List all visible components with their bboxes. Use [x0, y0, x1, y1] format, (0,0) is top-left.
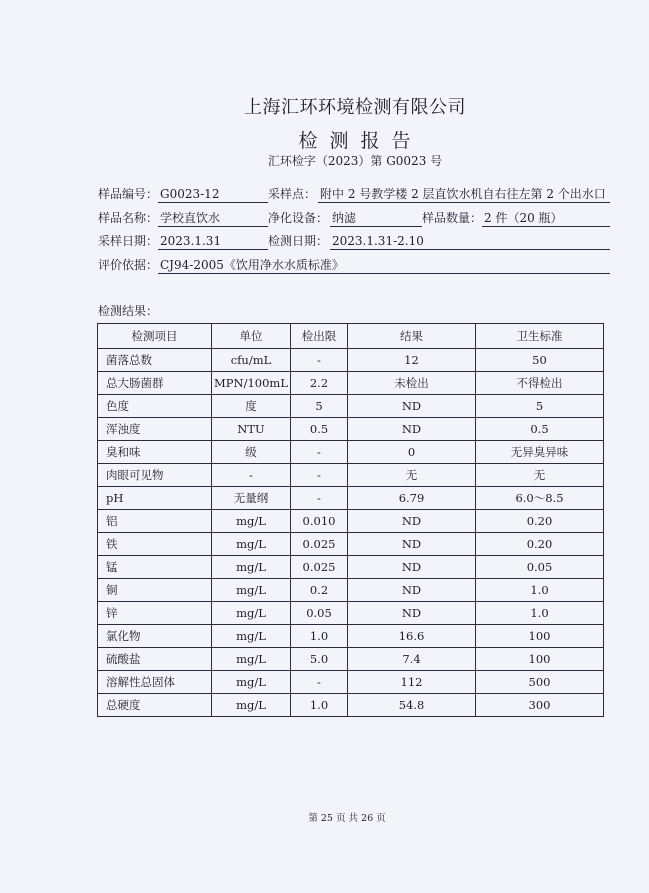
detection-limit-cell: -	[291, 441, 348, 464]
result-cell: 54.8	[348, 694, 476, 717]
unit-cell: mg/L	[212, 602, 291, 625]
item-cell: 臭和味	[98, 441, 212, 464]
unit-cell: mg/L	[212, 510, 291, 533]
results-label: 检测结果：	[98, 304, 159, 318]
item-cell: 锰	[98, 556, 212, 579]
standard-cell: 0.5	[476, 418, 604, 441]
unit-cell: mg/L	[212, 671, 291, 694]
detection-limit-cell: -	[291, 464, 348, 487]
standard-cell: 5	[476, 395, 604, 418]
table-row	[98, 694, 604, 717]
standard-cell: 0.20	[476, 533, 604, 556]
standard-cell: 0.05	[476, 556, 604, 579]
column-header-result: 结果	[348, 324, 476, 349]
standard-cell: 0.20	[476, 510, 604, 533]
sample-name-label: 样品名称：	[98, 211, 159, 225]
unit-cell: 级	[212, 441, 291, 464]
detection-limit-cell: 0.2	[291, 579, 348, 602]
unit-cell: 度	[212, 395, 291, 418]
unit-cell: NTU	[212, 418, 291, 441]
info-row-evaluation-basis	[98, 256, 610, 274]
result-cell: ND	[348, 602, 476, 625]
item-cell: 肉眼可见物	[98, 464, 212, 487]
info-row-dates	[98, 232, 610, 250]
sample-quantity-label: 样品数量：	[422, 211, 483, 225]
standard-cell: 500	[476, 671, 604, 694]
item-cell: pH	[98, 487, 212, 510]
unit-cell: MPN/100mL	[212, 372, 291, 395]
standard-cell: 无异臭异味	[476, 441, 604, 464]
table-row	[98, 418, 604, 441]
item-cell: 锌	[98, 602, 212, 625]
item-cell: 浑浊度	[98, 418, 212, 441]
item-cell: 铁	[98, 533, 212, 556]
sampling-date-value: 2023.1.31	[158, 233, 268, 250]
sampling-point-value: 附中 2 号教学楼 2 层直饮水机自右往左第 2 个出水口	[318, 186, 610, 203]
table-row	[98, 556, 604, 579]
item-cell: 溶解性总固体	[98, 671, 212, 694]
report-number: 汇环检字（2023）第 G0023 号	[267, 154, 443, 168]
sample-no-value: G0023-12	[158, 186, 268, 203]
detection-limit-cell: 5	[291, 395, 348, 418]
result-cell: ND	[348, 533, 476, 556]
detection-limit-cell: 2.2	[291, 372, 348, 395]
unit-cell: mg/L	[212, 579, 291, 602]
sampling-point-label: 采样点：	[268, 187, 317, 201]
table-row	[98, 464, 604, 487]
result-cell: 6.79	[348, 487, 476, 510]
standard-cell: 50	[476, 349, 604, 372]
unit-cell: 无量纲	[212, 487, 291, 510]
unit-cell: cfu/mL	[212, 349, 291, 372]
standard-cell: 100	[476, 648, 604, 671]
evaluation-basis-label: 评价依据：	[98, 258, 159, 272]
detection-limit-cell: 0.05	[291, 602, 348, 625]
standard-cell: 6.0～8.5	[476, 487, 604, 510]
table-row	[98, 487, 604, 510]
results-table-body	[98, 349, 604, 717]
unit-cell: mg/L	[212, 556, 291, 579]
purification-device-label: 净化设备：	[268, 211, 329, 225]
column-header-unit: 单位	[212, 324, 291, 349]
table-row	[98, 395, 604, 418]
table-row	[98, 441, 604, 464]
result-cell: 0	[348, 441, 476, 464]
page-number: 第 25 页 共 26 页	[308, 813, 386, 824]
result-cell: ND	[348, 418, 476, 441]
test-date-label: 检测日期：	[268, 234, 329, 248]
purification-device-value: 纳滤	[330, 210, 422, 227]
item-cell: 氯化物	[98, 625, 212, 648]
unit-cell: mg/L	[212, 625, 291, 648]
item-cell: 总硬度	[98, 694, 212, 717]
unit-cell: mg/L	[212, 648, 291, 671]
result-cell: 未检出	[348, 372, 476, 395]
result-cell: ND	[348, 556, 476, 579]
detection-limit-cell: -	[291, 349, 348, 372]
info-row-sample-name	[98, 209, 610, 227]
result-cell: 112	[348, 671, 476, 694]
item-cell: 菌落总数	[98, 349, 212, 372]
item-cell: 铝	[98, 510, 212, 533]
test-date-value: 2023.1.31-2.10	[330, 233, 610, 250]
item-cell: 色度	[98, 395, 212, 418]
result-cell: 无	[348, 464, 476, 487]
result-cell: ND	[348, 510, 476, 533]
sampling-date-label: 采样日期：	[98, 234, 159, 248]
report-title: 检 测 报 告	[298, 130, 414, 152]
column-header-item: 检测项目	[98, 324, 212, 349]
standard-cell: 300	[476, 694, 604, 717]
company-name: 上海汇环环境检测有限公司	[244, 97, 466, 118]
standard-cell: 不得检出	[476, 372, 604, 395]
result-cell: 16.6	[348, 625, 476, 648]
detection-limit-cell: 1.0	[291, 625, 348, 648]
result-cell: 12	[348, 349, 476, 372]
detection-limit-cell: 0.010	[291, 510, 348, 533]
table-row	[98, 349, 604, 372]
table-row	[98, 510, 604, 533]
detection-limit-cell: 0.025	[291, 556, 348, 579]
standard-cell: 1.0	[476, 602, 604, 625]
result-cell: ND	[348, 395, 476, 418]
table-row	[98, 372, 604, 395]
detection-limit-cell: 0.025	[291, 533, 348, 556]
unit-cell: -	[212, 464, 291, 487]
table-row	[98, 602, 604, 625]
column-header-detection-limit: 检出限	[291, 324, 348, 349]
table-row	[98, 579, 604, 602]
info-row-sample-no	[98, 185, 610, 203]
table-row	[98, 671, 604, 694]
detection-limit-cell: 0.5	[291, 418, 348, 441]
column-header-standard: 卫生标准	[476, 324, 604, 349]
sample-name-value: 学校直饮水	[158, 210, 268, 227]
sample-quantity-value: 2 件（20 瓶）	[482, 210, 610, 227]
results-table	[97, 323, 604, 717]
result-cell: ND	[348, 579, 476, 602]
table-row	[98, 648, 604, 671]
detection-limit-cell: 5.0	[291, 648, 348, 671]
table-row	[98, 533, 604, 556]
table-row	[98, 625, 604, 648]
standard-cell: 100	[476, 625, 604, 648]
evaluation-basis-value: CJ94-2005《饮用净水水质标准》	[158, 257, 610, 274]
item-cell: 铜	[98, 579, 212, 602]
detection-limit-cell: -	[291, 671, 348, 694]
standard-cell: 1.0	[476, 579, 604, 602]
detection-limit-cell: -	[291, 487, 348, 510]
table-header-row	[98, 324, 604, 349]
standard-cell: 无	[476, 464, 604, 487]
unit-cell: mg/L	[212, 533, 291, 556]
unit-cell: mg/L	[212, 694, 291, 717]
item-cell: 总大肠菌群	[98, 372, 212, 395]
item-cell: 硫酸盐	[98, 648, 212, 671]
sample-no-label: 样品编号：	[98, 187, 159, 201]
detection-limit-cell: 1.0	[291, 694, 348, 717]
result-cell: 7.4	[348, 648, 476, 671]
